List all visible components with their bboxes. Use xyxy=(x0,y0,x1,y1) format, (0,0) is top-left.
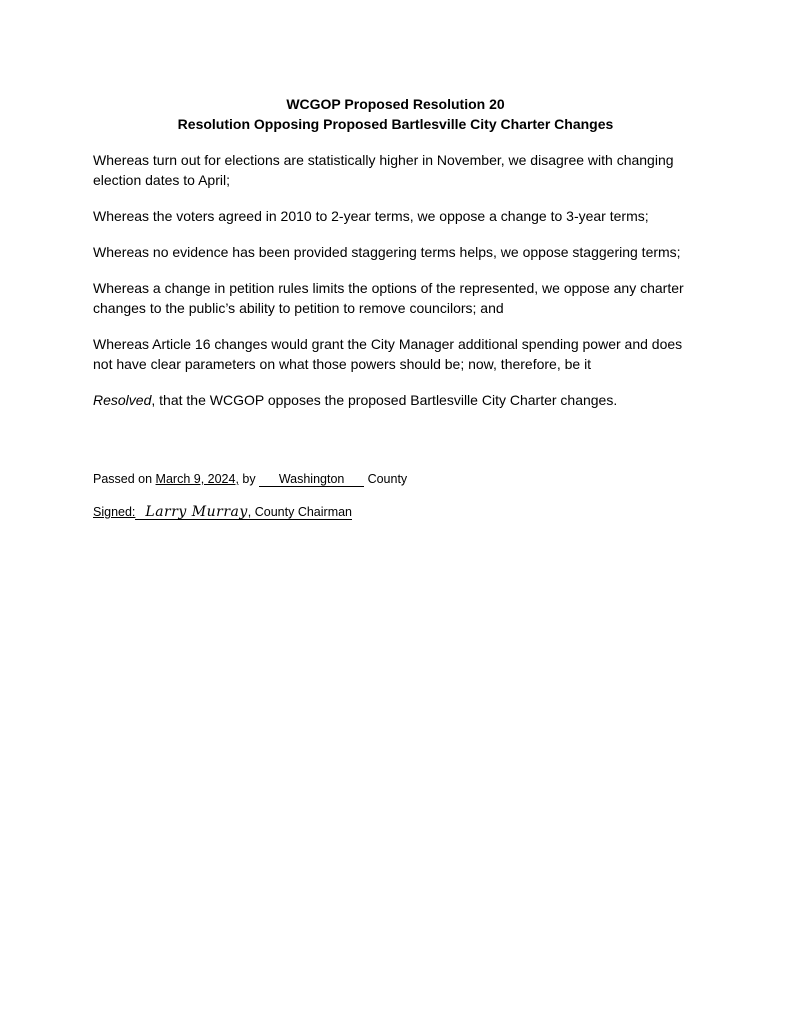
signed-line xyxy=(93,504,713,520)
passed-line xyxy=(93,471,713,487)
county-suffix: County xyxy=(364,472,408,486)
signature: Larry Murray xyxy=(145,504,248,520)
whereas-paragraph: Whereas the voters agreed in 2010 to 2-year terms, we oppose a change to 3-year terms; xyxy=(93,208,649,224)
whereas-paragraph: Whereas a change in petition rules limits the options of the represented, we oppose any charter changes to the public’s ability to petition to remove councilors; and xyxy=(93,280,684,316)
document-title: WCGOP Proposed Resolution 20 xyxy=(286,96,505,112)
whereas-paragraph: Whereas turn out for elections are statistically higher in November, we disagree with changing election dates to April; xyxy=(93,152,674,188)
signature-line xyxy=(135,505,352,520)
passed-date: March 9, 2024, xyxy=(155,472,239,486)
signed-label: Signed: xyxy=(93,505,136,519)
county-name: Washington xyxy=(259,472,364,487)
whereas-paragraph: Whereas no evidence has been provided staggering terms helps, we oppose staggering terms; xyxy=(93,244,681,260)
title-block xyxy=(0,94,791,134)
whereas-paragraph: Whereas Article 16 changes would grant the City Manager additional spending power and does not have clear parameters on what those powers should be; now, therefore, be it xyxy=(93,336,683,372)
resolved-label: Resolved xyxy=(93,392,152,408)
resolved-paragraph xyxy=(93,390,703,410)
signer-title: , County Chairman xyxy=(247,505,353,519)
passed-prefix: Passed on xyxy=(93,472,156,486)
resolution-body xyxy=(93,150,703,410)
document-subtitle: Resolution Opposing Proposed Bartlesville City Charter Changes xyxy=(177,116,614,132)
resolved-text: , that the WCGOP opposes the proposed Bartlesville City Charter changes. xyxy=(151,392,618,408)
passed-by: by xyxy=(238,472,260,486)
